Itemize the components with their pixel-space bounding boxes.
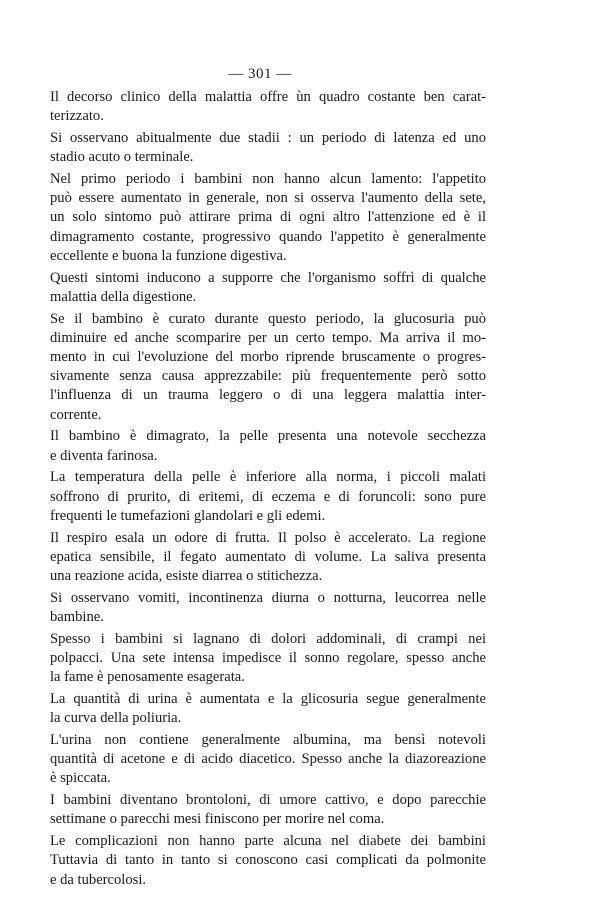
paragraph	[50, 529, 486, 587]
text-line: Si osservano vomiti, incontinenza diurna o notturna, leucorrea nelle	[50, 589, 486, 606]
text-line: l'influenza di un trauma leggero o di una leggera malattia inter-	[50, 387, 486, 404]
paragraph	[50, 88, 486, 126]
paragraph	[50, 129, 486, 167]
paragraph	[50, 690, 486, 728]
text-line: stadio acuto o terminale.	[50, 149, 194, 166]
text-line: Questi sintomi inducono a supporre che l'organismo soffrì di qualche	[50, 269, 486, 286]
text-line: mento in cui l'evoluzione del morbo riprende bruscamente o progres-	[50, 349, 486, 366]
text-line: epatica sensibile, il fegato aumentato di volume. La saliva presenta	[50, 548, 486, 565]
paragraph	[50, 468, 486, 526]
paragraph	[50, 427, 486, 465]
text-line: eccellente e buona la funzione digestiva.	[50, 247, 287, 264]
text-line: Nel primo periodo i bambini non hanno alcun lamento: l'appetito	[50, 171, 486, 187]
text-line: La quantità di urina è aumentata e la glicosuria segue generalmente	[50, 691, 486, 708]
text-line: un solo sintomo può attirare prima di ogni altro l'attenzione ed è il	[50, 209, 486, 226]
paragraph	[50, 589, 486, 627]
text-line: Il decorso clinico della malattia offre ùn quadro costante ben carat-	[50, 89, 486, 105]
text-line: L'urina non contiene generalmente albumina, ma bensì notevoli	[50, 732, 486, 749]
text-line: Se il bambino è curato durante questo periodo, la glucosuria può	[50, 310, 486, 327]
text-line: frequenti le tumefazioni glandolari e gli edemi.	[50, 507, 326, 524]
text-line: quantità di acetone e di acido diacetico. Spesso anche la diazoreazione	[50, 751, 486, 768]
text-line: bambine.	[50, 609, 104, 626]
text-line: una reazione acida, esiste diarrea o stitichezza.	[50, 568, 323, 585]
text-line: Si osservano abitualmente due stadii : un periodo di latenza ed uno	[50, 130, 486, 146]
text-line: malattia della digestione.	[50, 288, 197, 305]
text-line: Le complicazioni non hanno parte alcuna nel diabete dei bambini	[50, 833, 486, 850]
text-line: diminuire ed anche scomparire per un certo tempo. Ma arriva il mo-	[50, 329, 486, 346]
text-line: terizzato.	[50, 108, 104, 125]
text-line: Tuttavia di tanto in tanto si conoscono casi complicati da polmonite	[50, 852, 486, 869]
text-line: è spiccata.	[50, 770, 111, 787]
text-line: soffrono di prurito, di eritemi, di eczema e di foruncoli: sono pure	[50, 488, 486, 505]
text-line: settimane o parecchi mesi finiscono per morire nel coma.	[50, 811, 385, 828]
paragraph	[50, 170, 486, 266]
page-number: — 301 —	[228, 66, 292, 82]
body-text	[50, 88, 486, 890]
text-line: la curva della poliuria.	[50, 710, 182, 727]
paragraph	[50, 731, 486, 789]
text-line: Spesso i bambini si lagnano di dolori addominali, di crampi nei	[50, 630, 486, 647]
text-line: corrente.	[50, 406, 102, 423]
text-line: Il bambino è dimagrato, la pelle presenta una notevole secchezza	[50, 428, 486, 445]
paragraph	[50, 269, 486, 307]
text-line: la fame è penosamente esagerata.	[50, 669, 245, 686]
text-line: e da tubercolosi.	[50, 871, 147, 888]
text-line: può essere aumentato in generale, non si osserva l'aumento della sete,	[50, 190, 486, 207]
text-line: I bambini diventano brontoloni, di umore cattivo, e dopo parecchie	[50, 792, 486, 809]
text-line: La temperatura della pelle è inferiore alla norma, i piccoli malati	[50, 469, 486, 486]
text-line: Il respiro esala un odore di frutta. Il polso è accelerato. La regione	[50, 529, 486, 546]
text-line: e diventa farinosa.	[50, 447, 158, 464]
text-line: sivamente senza causa apprezzabile: più frequentemente però sotto	[50, 368, 486, 385]
text-line: polpacci. Una sete intensa impedisce il sonno regolare, spesso anche	[50, 650, 486, 667]
text-line: dimagramento costante, progressivo quando l'appetito è generalmente	[50, 228, 486, 245]
paragraph	[50, 791, 486, 829]
paragraph	[50, 630, 486, 688]
paragraph	[50, 310, 486, 425]
paragraph	[50, 832, 486, 890]
